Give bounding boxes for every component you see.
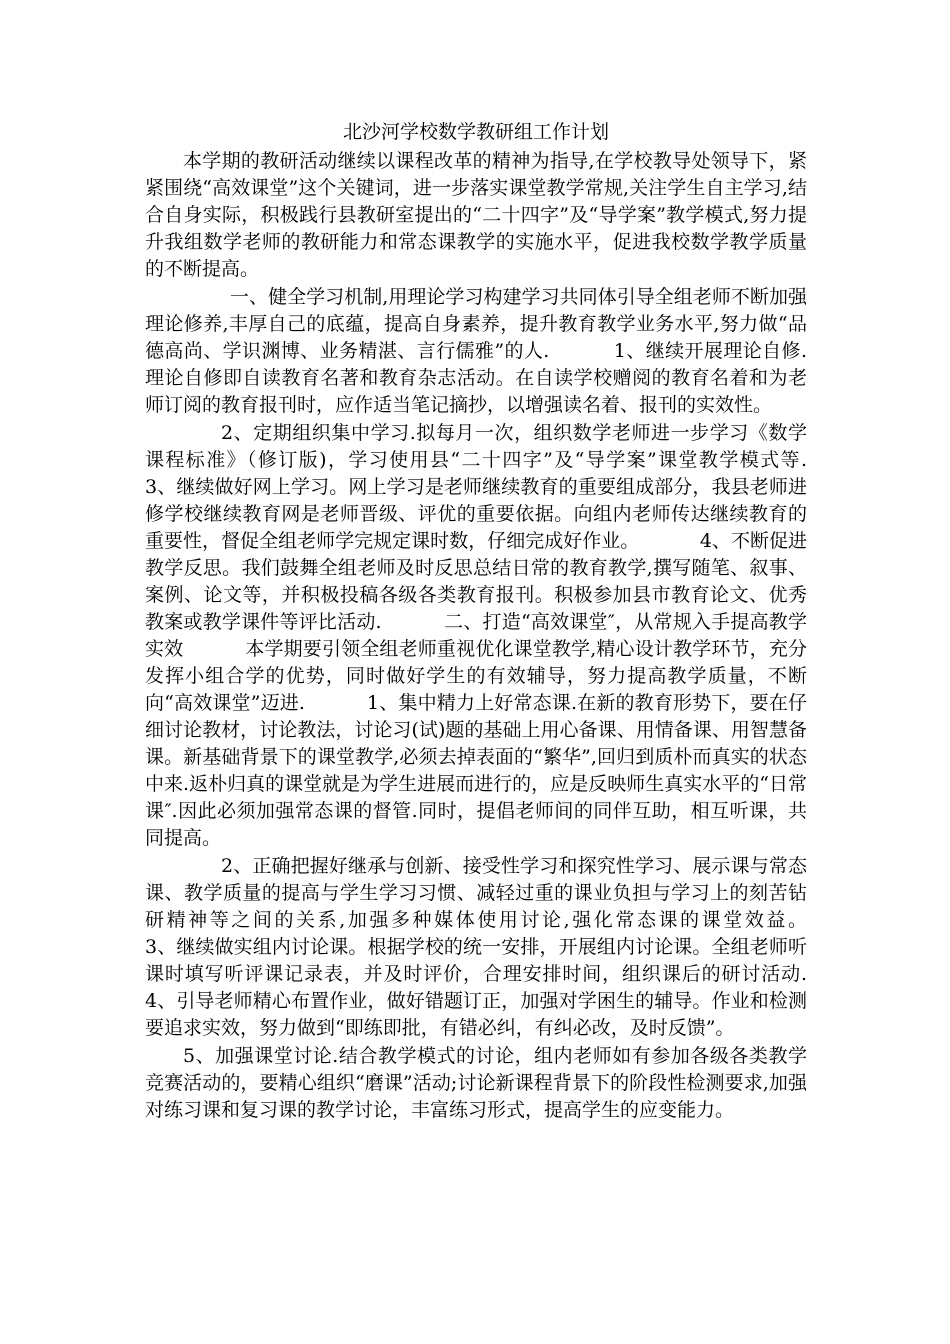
paragraph-intro: 本学期的教研活动继续以课程改革的精神为指导,在学校教导处领导下，紧紧围绕“高效课堂”这个关键词，进一步落实课堂教学常规,关注学生自主学习,结合自身实际，积极践行县教研室提出的“二十四字”及“导学案”教学模式,努力提升我组数学老师的教研能力和常态课教学的实施水平，促进我校数学教学质量的不断提高。 [145, 150, 807, 280]
document-title: 北沙河学校数学教研组工作计划 [342, 121, 609, 143]
paragraph-section-one: 一、健全学习机制,用理论学习构建学习共同体引导全组老师不断加强理论修养,丰厚自己的底蕴，提高自身素养，提升教育教学业务水平,努力做“品德高尚、学识渊博、业务精湛、言行儒雅”的人. 1、继续开展理论自修.理论自修即自读教育名著和教育杂志活动。在自读学校赠阅的教育名着和为老师订阅的教育报刊时，应作适当笔记摘抄，以增强读名着、报刊的实效性。 [145, 286, 807, 416]
paragraph-section-two-part-two: 2、正确把握好继承与创新、接受性学习和探究性学习、展示课与常态课、教学质量的提高与学生学习习惯、减轻过重的课业负担与学习上的刻苦钻研精神等之间的关系,加强多种媒体使用讨论,强化常态课的课堂效益。 3、继续做实组内讨论课。根据学校的统一安排，开展组内讨论课。全组老师听课时填写听评课记录表，并及时评价，合理安排时间，组织课后的研讨活动. 4、引导老师精心布置作业，做好错题订正，加强对学困生的辅导。作业和检测要追求实效，努力做到“即练即批，有错必纠，有纠必改，及时反馈”。 [145, 855, 868, 1039]
paragraph-section-two-part-five: 5、加强课堂讨论.结合教学模式的讨论，组内老师如有参加各级各类教学竞赛活动的，要精心组织“磨课”活动;讨论新课程背景下的阶段性检测要求,加强对练习课和复习课的教学讨论，丰富练习形式，提高学生的应变能力。 [145, 1045, 807, 1121]
document-page [145, 119, 868, 1124]
paragraph-section-one-two: 2、定期组织集中学习.拟每月一次，组织数学老师进一步学习《数学课程标准》（修订版)，学习使用县“二十四字”及“导学案”课堂教学模式等. 3、继续做好网上学习。网上学习是老师继续教育的重要组成部分，我县老师进修学校继续教育网是老师晋级、评优的重要依据。向组内老师传达继续教育的重要性，督促全组老师学完规定课时数，仔细完成好作业。 4、不断促进教学反思。我们鼓舞全组老师及时反思总结日常的教育教学,撰写随笔、叙事、案例、论文等，并积极投稿各级各类教育报刊。积极参加县市教育论文、优秀教案或教学课件等评比活动. 二、打造“高效课堂″，从常规入手提高教学实效 本学期要引领全组老师重视优化课堂教学,精心设计教学环节，充分发挥小组合学的优势，同时做好学生的有效辅导，努力提高教学质量，不断向“高效课堂”迈进. 1、集中精力上好常态课.在新的教育形势下，要在仔细讨论教材，讨论教法，讨论习(试)题的基础上用心备课、用情备课、用智慧备课。新基础背景下的课堂教学,必须去掉表面的“繁华”,回归到质朴而真实的状态中来.返朴归真的课堂就是为学生进展而进行的，应是反映师生真实水平的“日常课″.因此必须加强常态课的督管.同时，提倡老师间的同伴互助，相互听课，共同提高。 [145, 422, 868, 849]
